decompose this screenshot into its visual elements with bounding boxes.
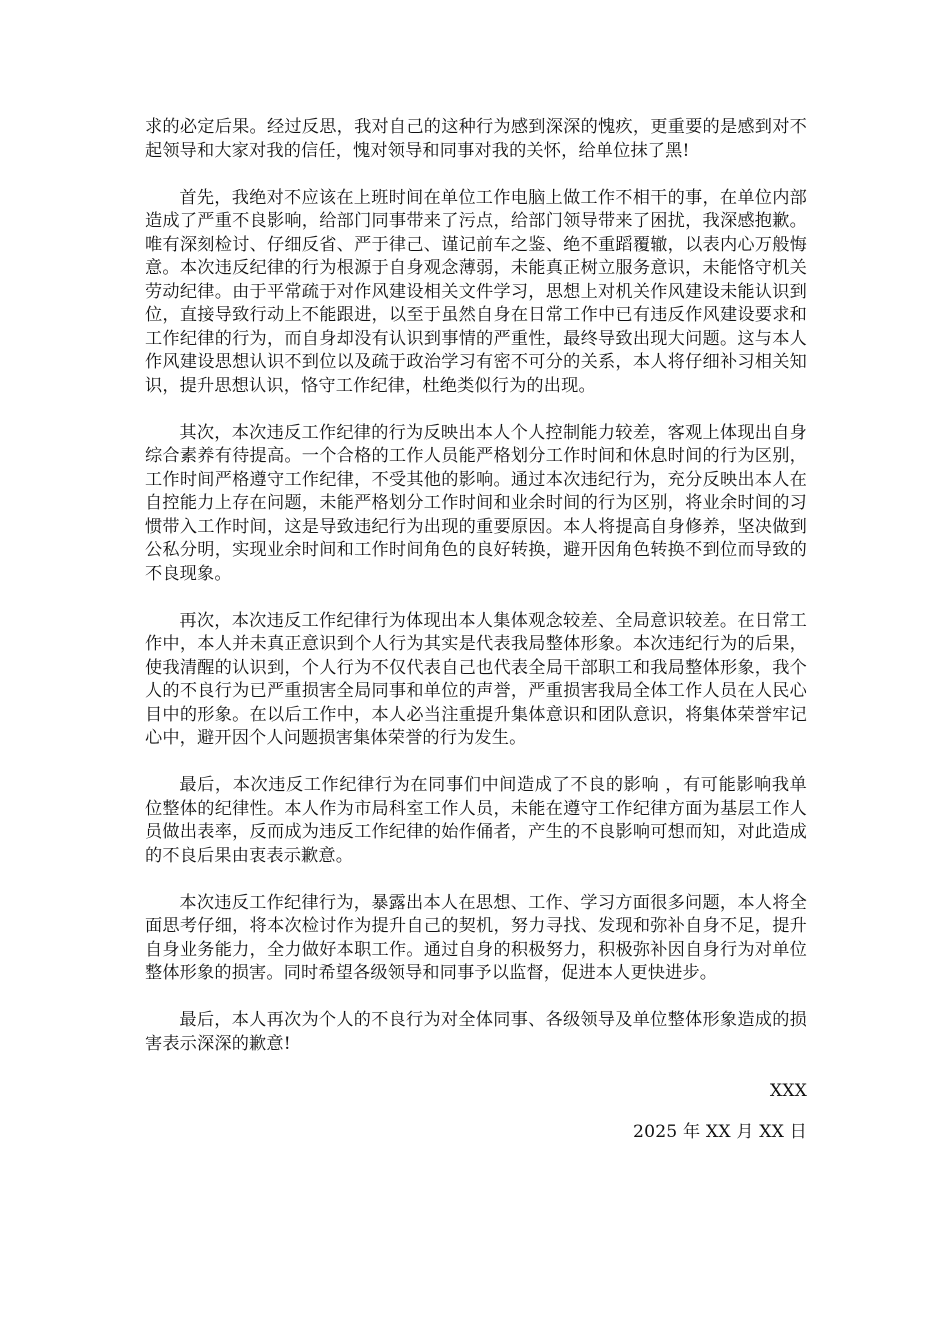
signature-name: XXX — [769, 1080, 807, 1101]
paragraph-closing-apology: 最后，本人再次为个人的不良行为对全体同事、各级领导及单位整体形象造成的损害表示深深的歉意! — [145, 1010, 807, 1054]
document-page — [145, 116, 807, 1145]
paragraph-first-point: 首先，我绝对不应该在上班时间在单位工作电脑上做工作不相干的事，在单位内部造成了严重不良影响，给部门同事带来了污点，给部门领导带来了困扰，我深感抱歉。唯有深刻检讨、仔细反省、严于律己、谨记前车之鉴、绝不重蹈覆辙，以表内心万般悔意。本次违反纪律的行为根源于自身观念薄弱，未能真正树立服务意识，未能恪守机关劳动纪律。由于平常疏于对作风建设相关文件学习，思想上对机关作风建设未能认识到位，直接导致行动上不能跟进，以至于虽然自身在日常工作中已有违反作风建设要求和工作纪律的行为，而自身却没有认识到事情的严重性，最终导致出现大问题。这与本人作风建设思想认识不到位以及疏于政治学习有密不可分的关系，本人将仔细补习相关知识，提升思想认识，恪守工作纪律，杜绝类似行为的出现。 — [145, 187, 807, 396]
paragraph-fourth-point: 最后，本次违反工作纪律行为在同事们中间造成了不良的影响 ，有可能影响我单位整体的纪律性。本人作为市局科室工作人员，未能在遵守工作纪律方面为基层工作人员做出表率，反而成为违反工作纪律的始作俑者，产生的不良影响可想而知，对此造成的不良后果由衷表示歉意。 — [145, 775, 807, 866]
paragraph-continuation: 求的必定后果。经过反思，我对自己的这种行为感到深深的愧疚，更重要的是感到对不起领导和大家对我的信任，愧对领导和同事对我的关怀，给单位抹了黑! — [145, 117, 807, 161]
signature-date: 2025 年 XX 月 XX 日 — [633, 1122, 807, 1142]
paragraph-third-point: 再次，本次违反工作纪律行为体现出本人集体观念较差、全局意识较差。在日常工作中，本人并未真正意识到个人行为其实是代表我局整体形象。本次违纪行为的后果，使我清醒的认识到，个人行为不仅代表自己也代表全局干部职工和我局整体形象，我个人的不良行为已严重损害全局同事和单位的声誉，严重损害我局全体工作人员在人民心目中的形象。在以后工作中，本人必当注重提升集体意识和团队意识，将集体荣誉牢记心中，避开因个人问题损害集体荣誉的行为发生。 — [145, 610, 807, 748]
paragraph-summary: 本次违反工作纪律行为，暴露出本人在思想、工作、学习方面很多问题，本人将全面思考仔细，将本次检讨作为提升自己的契机，努力寻找、发现和弥补自身不足，提升自身业务能力，全力做好本职工作。通过自身的积极努力，积极弥补因自身行为对单位整体形象的损害。同时希望各级领导和同事予以监督，促进本人更快进步。 — [145, 892, 807, 983]
paragraph-second-point: 其次，本次违反工作纪律的行为反映出本人个人控制能力较差，客观上体现出自身综合素养有待提高。一个合格的工作人员能严格划分工作时间和休息时间的行为区别，工作时间严格遵守工作纪律，不受其他的影响。通过本次违纪行为，充分反映出本人在自控能力上存在问题，未能严格划分工作时间和业余时间的行为区别，将业余时间的习惯带入工作时间，这是导致违纪行为出现的重要原因。本人将提高自身修养，坚决做到公私分明，实现业余时间和工作时间角色的良好转换，避开因角色转换不到位而导致的不良现象。 — [145, 422, 807, 584]
